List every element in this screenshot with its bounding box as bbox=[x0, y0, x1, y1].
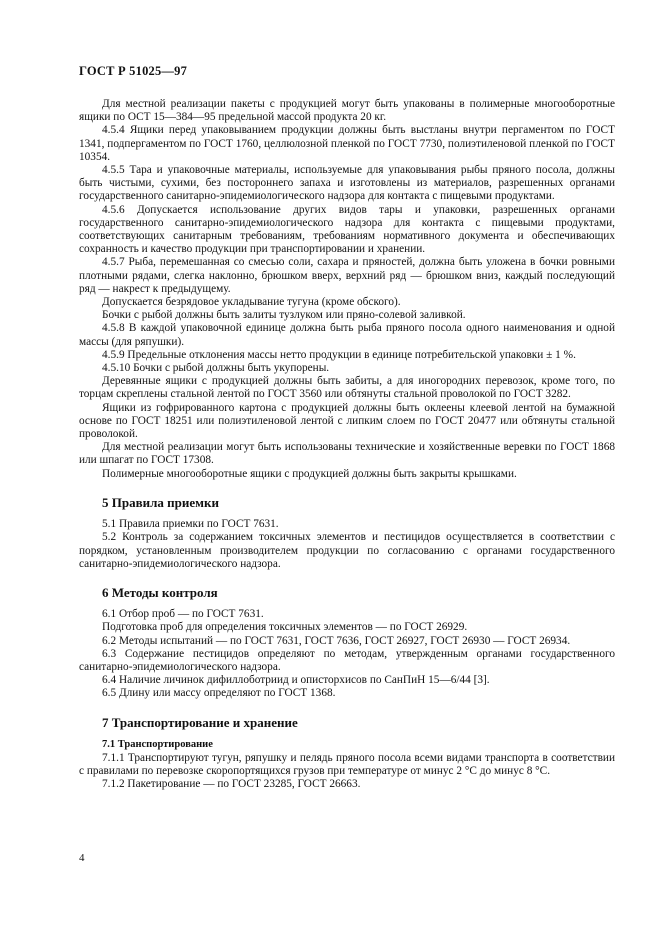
paragraph: 6.5 Длину или массу определяют по ГОСТ 1368. bbox=[102, 687, 336, 700]
paragraph: 7.1.1 Транспортируют тугун, ряпушку и пелядь пряного посола всеми видами транспорта в соответствии с правилами по перевозке скоропортящихся грузов при температуре от минус 2 °С до минус 8 °С. bbox=[79, 751, 615, 778]
paragraph: 4.5.5 Тара и упаковочные материалы, используемые для упаковывания рыбы пряного посола, должны быть чистыми, сухими, без постороннего запаха и изготовлены из материалов, разрешенных органами государственного санитарно-эпидемиологического надзора для контакта с пищевыми продуктами. bbox=[79, 164, 615, 203]
paragraph: 7.1.2 Пакетирование — по ГОСТ 23285, ГОСТ 26663. bbox=[102, 778, 361, 791]
paragraph: Ящики из гофрированного картона с продукцией должны быть оклеены клеевой лентой на бумажной основе по ГОСТ 18251 или полиэтиленовой лентой с липким слоем по ГОСТ 20477 или обтянуты стальной проволокой. bbox=[79, 401, 615, 441]
paragraph: 4.5.4 Ящики перед упаковыванием продукции должны быть выстланы внутри пергаментом по ГОСТ 1341, подпергаментом по ГОСТ 1760, целлюлозной пленкой по ГОСТ 7730, полиэтиленовой пленкой по ГОСТ 10354. bbox=[79, 124, 615, 163]
document-header: ГОСТ Р 51025—97 bbox=[79, 64, 188, 78]
paragraph: Допускается безрядовое укладывание тугуна (кроме обского). bbox=[102, 296, 401, 309]
paragraph: 4.5.6 Допускается использование других видов тары и упаковки, разрешенных органами государственного санитарно-эпидемиологического надзора для контакта с пищевыми продуктами, соответствующих санитарным требованиям, требованиям нормативного документа и обеспечивающих сохранность и качество продукции при транспортировании и хранении. bbox=[79, 203, 615, 256]
document-body bbox=[79, 98, 615, 792]
paragraph: 6.2 Методы испытаний — по ГОСТ 7631, ГОСТ 7636, ГОСТ 26927, ГОСТ 26930 — ГОСТ 26934. bbox=[102, 634, 571, 647]
paragraph: 4.5.9 Предельные отклонения массы нетто продукции в единице потребительской упаковки ± 1 %. bbox=[102, 348, 576, 361]
subsection-title: 7.1 Транспортирование bbox=[102, 738, 213, 750]
paragraph: 4.5.10 Бочки с рыбой должны быть укупорены. bbox=[102, 362, 330, 375]
section-title: 7 Транспортирование и хранение bbox=[102, 714, 298, 730]
paragraph: 6.3 Содержание пестицидов определяют по методам, утвержденным органами государственного санитарно-эпидемиологического надзора. bbox=[79, 647, 615, 673]
paragraph: Подготовка проб для определения токсичных элементов — по ГОСТ 26929. bbox=[102, 621, 468, 634]
paragraph: 5.2 Контроль за содержанием токсичных элементов и пестицидов осуществляется в соответствии с порядком, установленным производителем продукции по согласованию с органами государственного санитарно-эпидемиологического надзора. bbox=[79, 531, 615, 570]
section-title: 6 Методы контроля bbox=[102, 584, 218, 600]
paragraph: Деревянные ящики с продукцией должны быть забиты, а для иногородних перевозок, кроме того, по торцам скреплены стальной лентой по ГОСТ 3560 или обтянуты стальной проволокой по ГОСТ 3282. bbox=[79, 375, 615, 401]
paragraph: Для местной реализации могут быть использованы технические и хозяйственные веревки по ГОСТ 1868 или шпагат по ГОСТ 17308. bbox=[79, 441, 615, 467]
paragraph: 4.5.7 Рыба, перемешанная со смесью соли, сахара и пряностей, должна быть уложена в бочки ровными плотными рядами, слегка наклонно, брюшком вверх, верхний ряд — брюшком вниз, каждый последующий ряд — накрест к предыдущему. bbox=[79, 256, 615, 295]
paragraph: Полимерные многооборотные ящики с продукцией должны быть закрыты крышками. bbox=[102, 467, 517, 480]
paragraph: 6.1 Отбор проб — по ГОСТ 7631. bbox=[102, 608, 264, 621]
section-title: 5 Правила приемки bbox=[102, 494, 219, 510]
paragraph: Бочки с рыбой должны быть залиты тузлуком или пряно-солевой заливкой. bbox=[102, 309, 466, 322]
page-number: 4 bbox=[79, 852, 85, 864]
paragraph: Для местной реализации пакеты с продукцией могут быть упакованы в полимерные многооборотные ящики по ОСТ 15—384—95 предельной массой продукта 20 кг. bbox=[79, 98, 615, 124]
paragraph: 5.1 Правила приемки по ГОСТ 7631. bbox=[102, 518, 279, 531]
paragraph: 6.4 Наличие личинок дифиллоботриид и описторхисов по СанПиН 15—6/44 [3]. bbox=[102, 674, 490, 687]
paragraph: 4.5.8 В каждой упаковочной единице должна быть рыба пряного посола одного наименования и одной массы (для ряпушки). bbox=[79, 322, 615, 348]
